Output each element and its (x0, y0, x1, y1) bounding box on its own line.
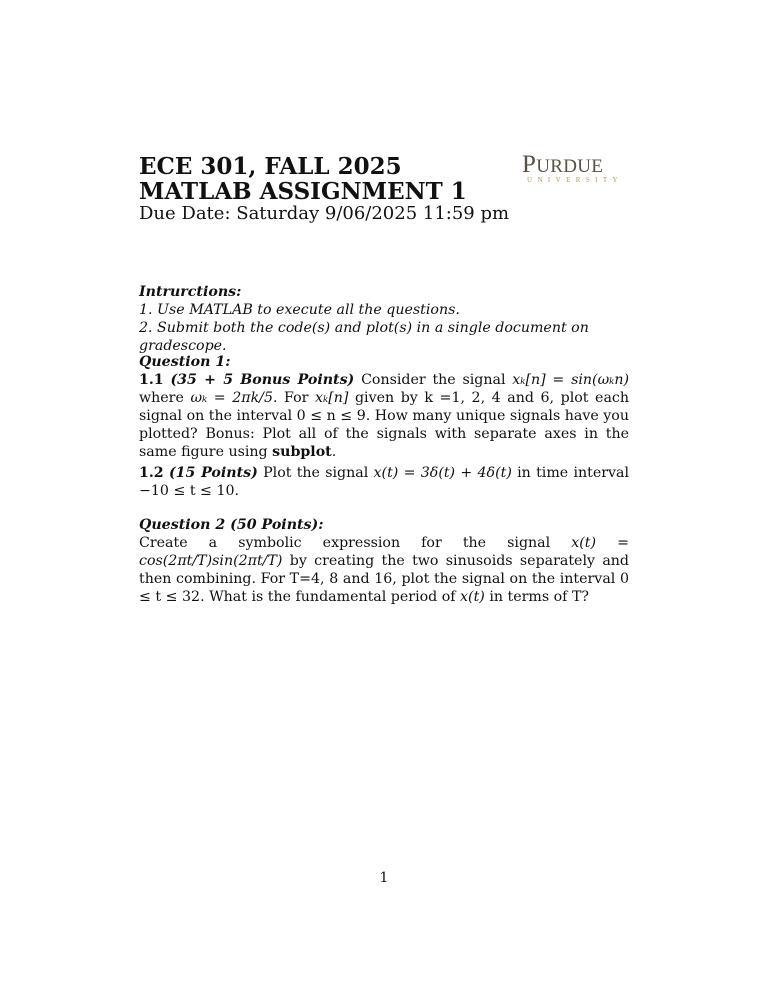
question-1-1-text: 1.1 (35 + 5 Bonus Points) Consider the signal xₖ[n] = sin(ωₖn) where ωₖ = 2πk/5. For xₖ[n] given by k =1, 2, 4 and 6, plot each signal on the interval 0 ≤ n ≤ 9. How many unique signals have you plotted? Bonus: Plot all of the signals with separate axes in the same figure using subplot. (139, 372, 629, 460)
course-title: ECE 301, FALL 2025 (139, 153, 402, 180)
purdue-logo (522, 151, 628, 187)
due-date: Due Date: Saturday 9/06/2025 11:59 pm (139, 203, 510, 224)
question-1-2-text: 1.2 (15 Points) Plot the signal x(t) = 3δ(t) + 4δ(t) in time interval −10 ≤ t ≤ 10. (139, 465, 630, 499)
question-2-section (139, 516, 629, 606)
assignment-title: MATLAB ASSIGNMENT 1 (139, 178, 467, 205)
question-1-heading: Question 1: (139, 354, 231, 370)
question-2-text: Create a symbolic expression for the signal x(t) = cos(2πt/T)sin(2πt/T) by creating the two sinusoids separately and then combining. For T=4, 8 and 16, plot the signal on the interval 0 ≤ t ≤ 32. What is the fundamental period of x(t) in terms of T? (139, 535, 630, 605)
question-2-heading: Question 2 (50 Points): (139, 517, 324, 533)
instruction-item: 1. Use MATLAB to execute all the questions. (139, 302, 460, 318)
question-1-section (139, 353, 629, 461)
logo-wordmark: PURDUE (522, 151, 604, 178)
instructions-heading: Intrurctions: (139, 284, 242, 300)
instruction-item: 2. Submit both the code(s) and plot(s) in a single document on gradescope. (139, 320, 589, 354)
page-number: 1 (379, 870, 389, 886)
question-1-2-section (139, 464, 629, 500)
subplot-keyword: subplot (272, 444, 332, 460)
logo-subtitle: UNIVERSITY (527, 176, 623, 184)
instructions-section (139, 283, 629, 355)
